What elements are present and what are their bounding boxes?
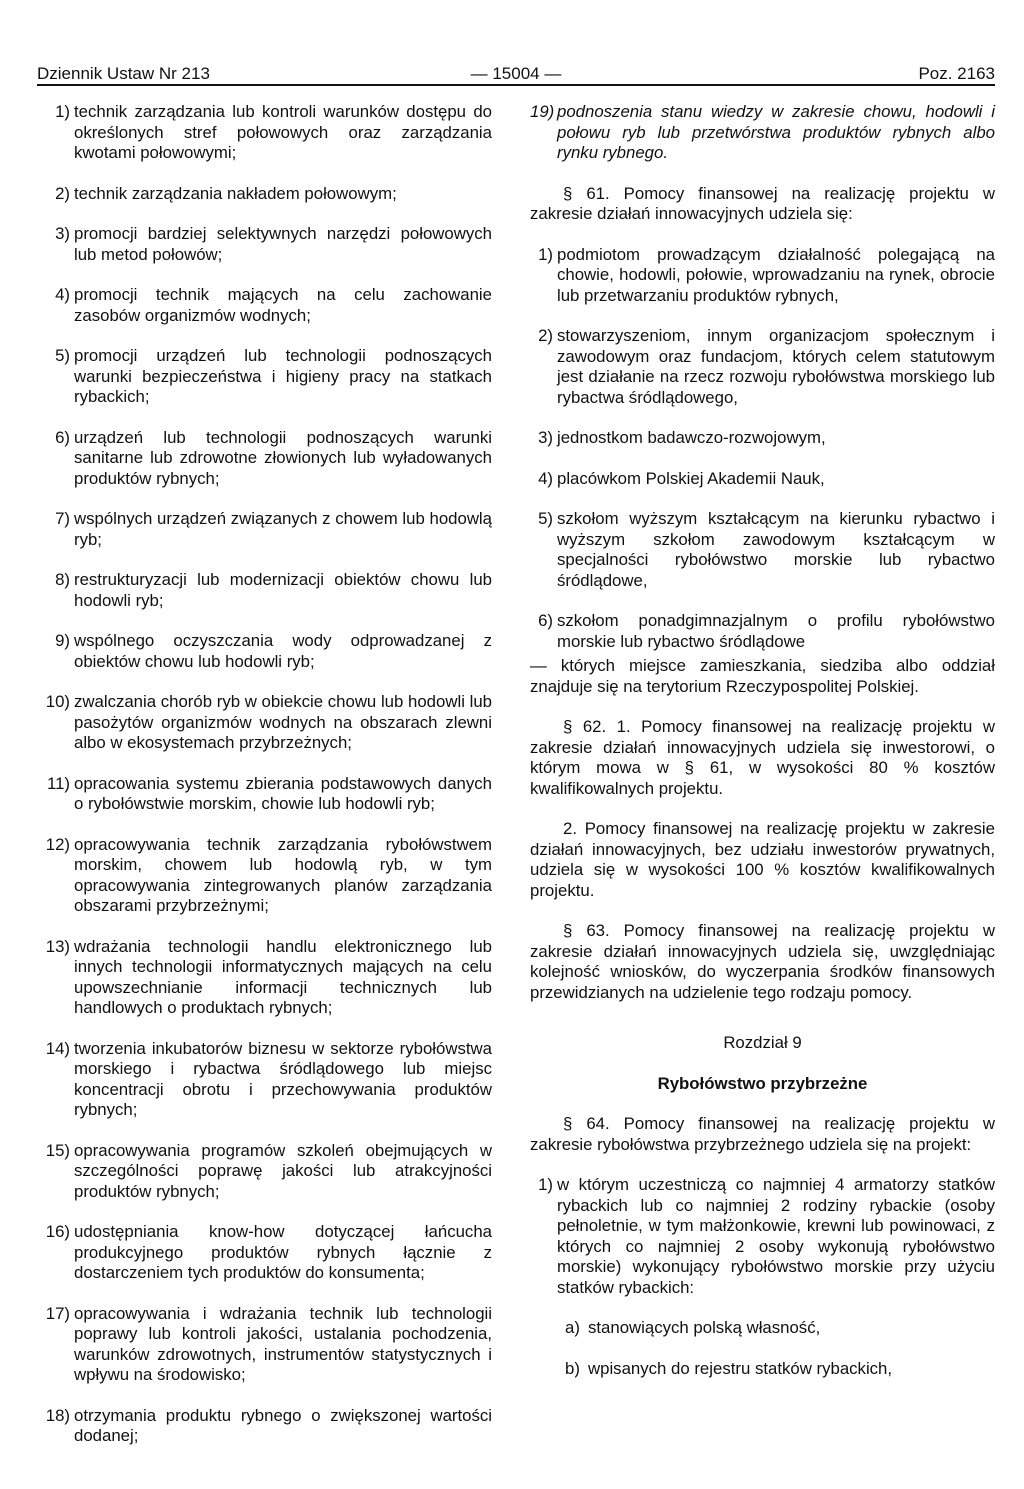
list-item xyxy=(530,509,995,591)
item-text: technik zarządzania nakładem połowowym; xyxy=(74,183,397,203)
item-number: 15) xyxy=(45,1140,70,1160)
header-rule xyxy=(37,84,995,86)
item-text: technik zarządzania lub kontroli warunków dostępu do określonych stref połowowych oraz zarządzania kwotami połowowymi; xyxy=(74,102,492,162)
item-number: 16) xyxy=(45,1222,70,1241)
sub-item xyxy=(530,1359,995,1380)
left-column xyxy=(37,102,492,1447)
closing-dash-clause: — których miejsce zamieszkania, siedziba albo oddział znajduje się na terytorium Rzeczypospolitej Polskiej. xyxy=(530,656,995,696)
item-number: 19) xyxy=(530,102,555,121)
paragraph-62-1: § 62. 1. Pomocy finansowej na realizację projektu w zakresie działań innowacyjnych udziela się inwestorowi, o którym mowa w § 61, w wysokości 80 % kosztów kwalifikowalnych projektu. xyxy=(530,717,995,798)
list-item xyxy=(37,835,492,917)
paragraph-63: § 63. Pomocy finansowej na realizację projektu w zakresie działań innowacyjnych udziela się, uwzględniając kolejność wniosków, do wyczerpania środków finansowych przewidzianych na udzielenie tego rodzaju pomocy. xyxy=(530,921,995,1002)
item-number: 2) xyxy=(538,326,553,345)
list-item xyxy=(37,102,492,164)
item-number: 9) xyxy=(55,631,70,650)
item-number: 5) xyxy=(55,346,70,365)
item-number: 4) xyxy=(55,285,70,304)
item-number: 1) xyxy=(538,244,553,264)
item-text: wspólnego oczyszczania wody odprowadzanej z obiektów chowu lub hodowli ryb; xyxy=(74,631,492,671)
item-text: w którym uczestniczą co najmniej 4 armatorzy statków rybackich lub co najmniej 2 rodziny rybackie (osoby pełnoletnie, w tym małżonkowie, krewni lub powinowaci, z których co najmniej 2 osoby wykonują rybołówstwo morskie) wykonujący rybołówstwo morskie przy użyciu statków rybackich: xyxy=(557,1175,995,1297)
position-number: Poz. 2163 xyxy=(918,64,995,83)
list-item xyxy=(530,611,995,652)
item-text: stowarzyszeniom, innym organizacjom społecznym i zawodowym oraz fundacjom, których celem statutowym jest działanie na rzecz rozwoju rybołówstwa morskiego lub rybactwa śródlądowego, xyxy=(557,326,995,407)
chapter-title: Rybołówstwo przybrzeżne xyxy=(657,1073,868,1093)
item-text: podnoszenia stanu wiedzy w zakresie chowu, hodowli i połowu ryb lub przetwórstwa produktów rybnych albo rynku rybnego. xyxy=(557,102,995,162)
list-item xyxy=(37,937,492,1019)
item-number: 17) xyxy=(45,1303,70,1323)
item-number: 6) xyxy=(55,427,70,447)
list-item xyxy=(37,509,492,550)
item-number: 14) xyxy=(45,1038,70,1058)
item-text: opracowywania technik zarządzania rybołówstwem morskim, chowem lub hodowlą ryb, w tym opracowywania zintegrowanych planów zarządzania obszarami przybrzeżnymi; xyxy=(74,834,492,915)
chapter-heading: Rozdział 9 xyxy=(723,1033,802,1052)
item-number: 11) xyxy=(46,773,70,793)
item-number: 13) xyxy=(45,936,70,956)
item-text: jednostkom badawczo-rozwojowym, xyxy=(557,428,826,447)
list-item xyxy=(37,285,492,326)
item-number: 3) xyxy=(55,224,70,243)
sub-item-text: wpisanych do rejestru statków rybackich, xyxy=(588,1358,893,1378)
list-item xyxy=(37,1406,492,1447)
item-text: urządzeń lub technologii podnoszących warunki sanitarne lub zdrowotne złowionych lub wyładowanych produktów rybnych; xyxy=(74,427,492,488)
item-number: 5) xyxy=(538,509,553,528)
list-item xyxy=(37,184,492,205)
list-item xyxy=(37,1304,492,1386)
paragraph-61: § 61. Pomocy finansowej na realizację projektu w zakresie działań innowacyjnych udziela się: xyxy=(530,183,995,223)
list-item xyxy=(530,102,995,164)
list-item xyxy=(37,1222,492,1284)
item-text: restrukturyzacji lub modernizacji obiektów chowu lub hodowli ryb; xyxy=(74,570,492,610)
item-number: 3) xyxy=(538,428,553,447)
list-item xyxy=(37,774,492,815)
journal-title: Dziennik Ustaw Nr 213 xyxy=(37,64,210,83)
item-text: promocji urządzeń lub technologii podnoszących warunki bezpieczeństwa i higieny pracy na statkach rybackich; xyxy=(74,346,492,406)
list-item xyxy=(37,631,492,672)
list-item xyxy=(37,428,492,490)
list-item xyxy=(530,1175,995,1298)
list-item xyxy=(530,245,995,307)
item-text: wdrażania technologii handlu elektronicznego lub innych technologii informatycznych mających na celu upowszechnianie informacji technicznych lub handlowych o produktach rybnych; xyxy=(74,936,492,1017)
item-number: 4) xyxy=(538,468,553,488)
list-item xyxy=(530,428,995,449)
item-text: udostępniania know-how dotyczącej łańcucha produkcyjnego produktów rybnych łącznie z dostarczeniem tych produktów do konsumenta; xyxy=(74,1222,492,1282)
paragraph-62-2: 2. Pomocy finansowej na realizację projektu w zakresie działań innowacyjnych, bez udziału inwestorów prywatnych, udziela się w wysokości 100 % kosztów kwalifikowalnych projektu. xyxy=(530,819,995,900)
list-item xyxy=(37,224,492,265)
list-item xyxy=(37,1141,492,1203)
item-text: zwalczania chorób ryb w obiekcie chowu lub hodowli lub pasożytów organizmów wodnych na obszarach zlewni albo w ekosystemach przybrzeżnych; xyxy=(74,692,492,752)
item-number: 10) xyxy=(45,692,70,711)
item-text: opracowania systemu zbierania podstawowych danych o rybołówstwie morskim, chowie lub hodowli ryb; xyxy=(74,773,492,813)
list-item xyxy=(530,469,995,490)
item-number: 7) xyxy=(55,509,70,528)
item-number: 1) xyxy=(538,1175,553,1194)
sub-item xyxy=(530,1318,995,1339)
item-text: tworzenia inkubatorów biznesu w sektorze rybołówstwa morskiego i rybactwa śródlądowego lub miejsc koncentracji obrotu i przechowywania produktów rybnych; xyxy=(74,1038,492,1119)
item-text: promocji bardziej selektywnych narzędzi połowowych lub metod połowów; xyxy=(74,224,492,264)
list-item xyxy=(37,1039,492,1121)
list-item xyxy=(37,346,492,408)
item-number: 2) xyxy=(55,183,70,203)
item-number: 18) xyxy=(45,1405,70,1425)
sub-item-letter: a) xyxy=(565,1318,580,1337)
list-item xyxy=(37,570,492,611)
sub-item-text: stanowiących polską własność, xyxy=(588,1318,821,1337)
list-item xyxy=(530,326,995,408)
item-text: opracowywania programów szkoleń obejmujących w szczególności poprawę jakości lub atrakcyjności produktów rybnych; xyxy=(74,1140,492,1201)
item-text: opracowywania i wdrażania technik lub technologii poprawy lub kontroli jakości, ustalania pochodzenia, warunków zdrowotnych, instrumentów statystycznych i wpływu na środowisko; xyxy=(74,1303,492,1384)
item-text: wspólnych urządzeń związanych z chowem lub hodowlą ryb; xyxy=(74,509,492,549)
item-number: 8) xyxy=(55,570,70,589)
item-number: 12) xyxy=(45,834,70,854)
paragraph-64: § 64. Pomocy finansowej na realizację projektu w zakresie rybołówstwa przybrzeżnego udziela się na projekt: xyxy=(530,1114,995,1154)
page-number: — 15004 — xyxy=(470,64,562,83)
item-text: placówkom Polskiej Akademii Nauk, xyxy=(557,468,825,488)
item-text: szkołom wyższym kształcącym na kierunku rybactwo i wyższym szkołom zawodowym kształcącym w specjalności rybołówstwo morskie lub rybactwo śródlądowe, xyxy=(557,509,995,590)
right-column xyxy=(530,102,995,1379)
item-text: podmiotom prowadzącym działalność polegającą na chowie, hodowli, połowie, wprowadzaniu na rynek, obrocie lub przetwarzaniu produktów rybnych, xyxy=(557,244,995,305)
item-number: 1) xyxy=(55,102,70,121)
sub-item-letter: b) xyxy=(565,1358,580,1378)
list-item xyxy=(37,692,492,754)
item-text: szkołom ponadgimnazjalnym o profilu rybołówstwo morskie lub rybactwo śródlądowe xyxy=(557,611,995,651)
item-text: promocji technik mających na celu zachowanie zasobów organizmów wodnych; xyxy=(74,285,492,325)
item-text: otrzymania produktu rybnego o zwiększonej wartości dodanej; xyxy=(74,1405,492,1445)
item-number: 6) xyxy=(538,611,553,630)
